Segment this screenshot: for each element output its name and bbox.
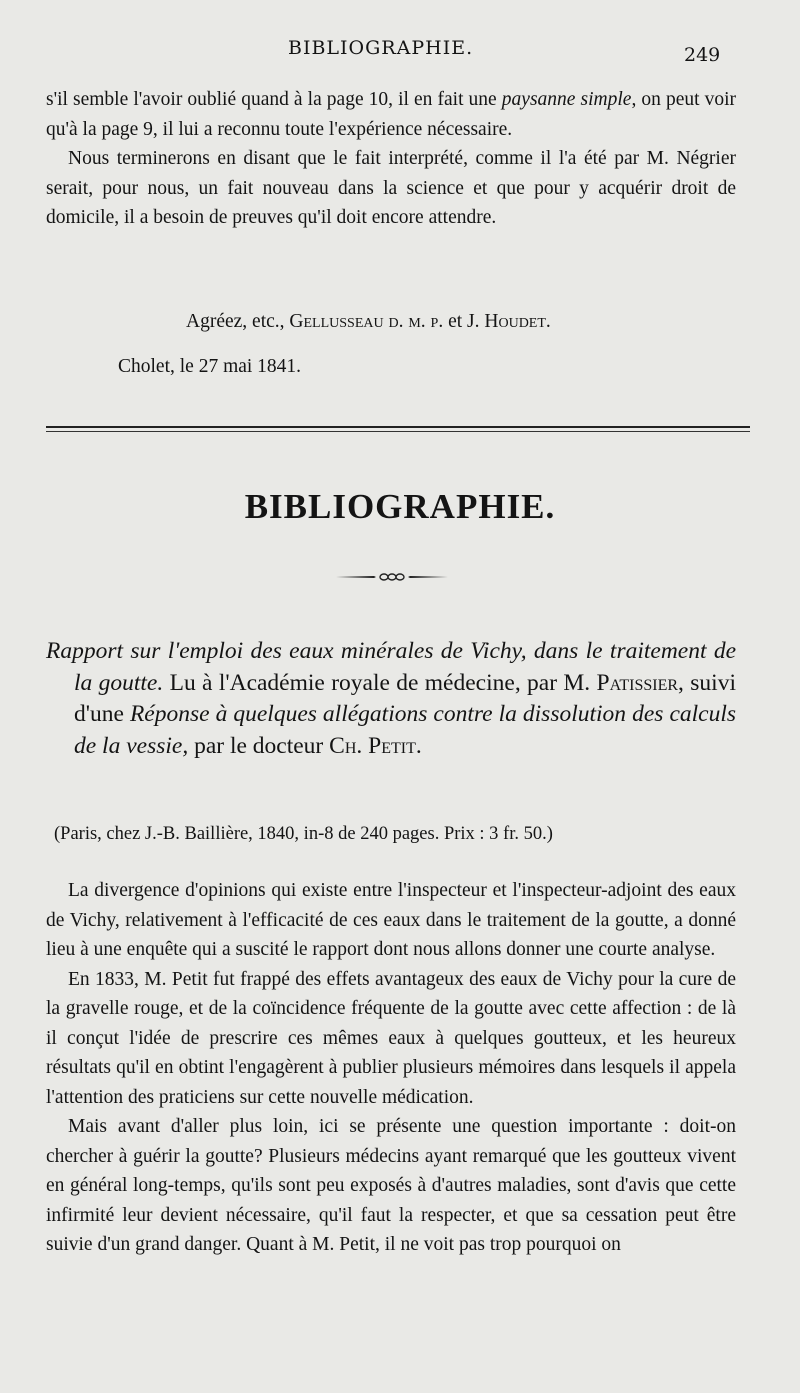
signature-conjunction: et — [443, 311, 468, 332]
ornament-divider-icon — [336, 572, 448, 582]
letter-text: , on peut voir qu'à la page 9, il lui a reconnu toute l'expérience nécessaire. — [46, 89, 737, 140]
letter-text: Nous terminerons en disant que le fait interprété, comme il l'a été par M. Négrier serait, pour nous, un fait nouveau dans la science et que pour y acquérir droit de domicile, il a besoin de preuves qu'il doit encore attendre. — [46, 148, 736, 228]
letter-paragraph-2 — [46, 144, 736, 233]
review-body — [46, 876, 736, 1260]
letter-place-date: Cholet, le 27 mai 1841. — [118, 356, 302, 377]
review-paragraph-2: En 1833, M. Petit fut frappé des effets avantageux des eaux de Vichy pour la cure de la gravelle rouge, et de la coïncidence fréquente de la goutte avec cette affection : de là il conçut l'idée de prescrire ces mêmes eaux à quelques goutteux, et les heureux résultats qu'il en obtint l'engagèrent à publier plusieurs mémoires dans lesquels il appela l'attention des praticiens sur cette nouvelle médication. — [46, 968, 736, 1108]
letter-text: s'il semble l'avoir oublié quand à la page 10, il en fait une — [46, 89, 502, 110]
signature-prefix: Agréez, etc., — [186, 311, 290, 332]
running-head-title: BIBLIOGRAPHIE. — [288, 37, 474, 59]
book-reference — [46, 636, 736, 762]
reference-citation — [46, 636, 736, 762]
reference-text: Lu à l'Académie royale de médecine, par M. — [163, 669, 597, 696]
reference-text: . — [415, 732, 422, 759]
signature-author-1: Gellusseau — [289, 311, 384, 332]
section-title: BIBLIOGRAPHIE. — [244, 487, 556, 526]
reference-author: Ch. Petit — [329, 732, 416, 759]
reference-text: par le docteur — [188, 732, 330, 759]
letter-signature — [186, 311, 551, 333]
letter-italic-phrase: paysanne simple — [501, 89, 632, 110]
reference-title: Rapport sur l'emploi des eaux minérales de Vichy, dans le traitement de la goutte. — [46, 638, 736, 696]
reference-author: Patissier — [596, 669, 679, 696]
page-number: 249 — [684, 44, 721, 66]
review-paragraph-1: La divergence d'opinions qui existe entre l'inspecteur et l'inspecteur-adjoint des eaux de Vichy, relativement à l'efficacité de ces eaux dans le traitement de la goutte, a donné lieu à une enquête qui a suscité le rapport dont nous allons donner une courte analyse. — [46, 880, 736, 960]
letter-conclusion — [46, 85, 736, 233]
publication-details: (Paris, chez J.-B. Baillière, 1840, in-8 de 240 pages. Prix : 3 fr. 50.) — [54, 824, 553, 844]
section-rule-thin — [46, 431, 750, 432]
signature-degree: d. m. p. — [383, 311, 444, 332]
letter-paragraph-1 — [46, 85, 736, 144]
signature-author-2: J. Houdet. — [467, 311, 551, 332]
section-rule-thick — [46, 426, 750, 428]
review-paragraph-3: Mais avant d'aller plus loin, ici se présente une question importante : doit-on chercher à guérir la goutte? Plusieurs médecins ayant remarqué que les goutteux vivent en général long-temps, qu'ils sont peu exposés à d'autres maladies, sont d'avis que cette infirmité leur devient nécessaire, qu'il faut la respecter, et que sa cessation peut être suivie d'un grand danger. Quant à M. Petit, il ne voit pas trop pourquoi on — [46, 1116, 736, 1255]
reference-text: , suivi d'une — [74, 669, 736, 727]
reference-response-title: Réponse à quelques allégations contre la dissolution des calculs de la vessie, — [74, 701, 737, 759]
